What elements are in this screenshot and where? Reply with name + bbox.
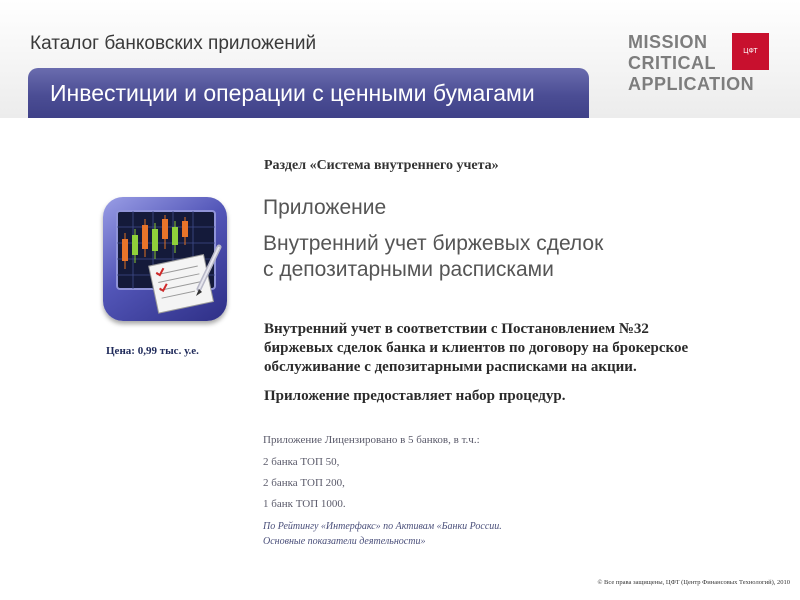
rating-line: Основные показатели деятельности» xyxy=(263,536,426,547)
license-item: 2 банка ТОП 200, xyxy=(263,477,345,489)
description-line: Внутренний учет в соответствии с Постановлением №32 xyxy=(264,321,649,337)
app-name xyxy=(263,231,683,283)
license-item: 2 банка ТОП 50, xyxy=(263,456,340,468)
license-intro: Приложение Лицензировано в 5 банков, в т.ч.: xyxy=(263,434,480,446)
description-line: обслуживание с депозитарными расписками на акции. xyxy=(264,359,637,375)
price-label: Цена: 0,99 тыс. у.е. xyxy=(106,345,199,357)
cft-logo-mark-text: ЦФТ xyxy=(743,48,758,55)
candlestick-chart-document-icon xyxy=(103,197,227,321)
rating-line: По Рейтингу «Интерфакс» по Активам «Банки России. xyxy=(263,521,502,532)
logo-line-application: APPLICATION xyxy=(628,74,755,94)
app-label: Приложение xyxy=(263,196,387,219)
description-line: биржевых сделок банка и клиентов по договору на брокерское xyxy=(264,340,689,356)
license-item: 1 банк ТОП 1000. xyxy=(263,498,346,510)
procedures-text: Приложение предоставляет набор процедур. xyxy=(264,388,566,404)
app-name-line: с депозитарными расписками xyxy=(263,258,554,281)
mission-critical-logo xyxy=(628,32,778,94)
rating-source xyxy=(263,519,593,549)
app-description xyxy=(264,320,764,377)
logo-line-critical: CRITICAL xyxy=(628,53,716,73)
app-name-line: Внутренний учет биржевых сделок xyxy=(263,232,604,255)
catalog-title: Каталог банковских приложений xyxy=(30,33,317,54)
section-title: Инвестиции и операции с ценными бумагами xyxy=(50,80,535,106)
footer-copyright: © Все права защищены, ЦФТ (Центр Финансовых Технологий), 2010 xyxy=(597,579,790,586)
logo-line-mission: MISSION xyxy=(628,32,708,52)
cft-logo-mark xyxy=(732,33,769,70)
subsection-title: Раздел «Система внутреннего учета» xyxy=(264,158,499,173)
